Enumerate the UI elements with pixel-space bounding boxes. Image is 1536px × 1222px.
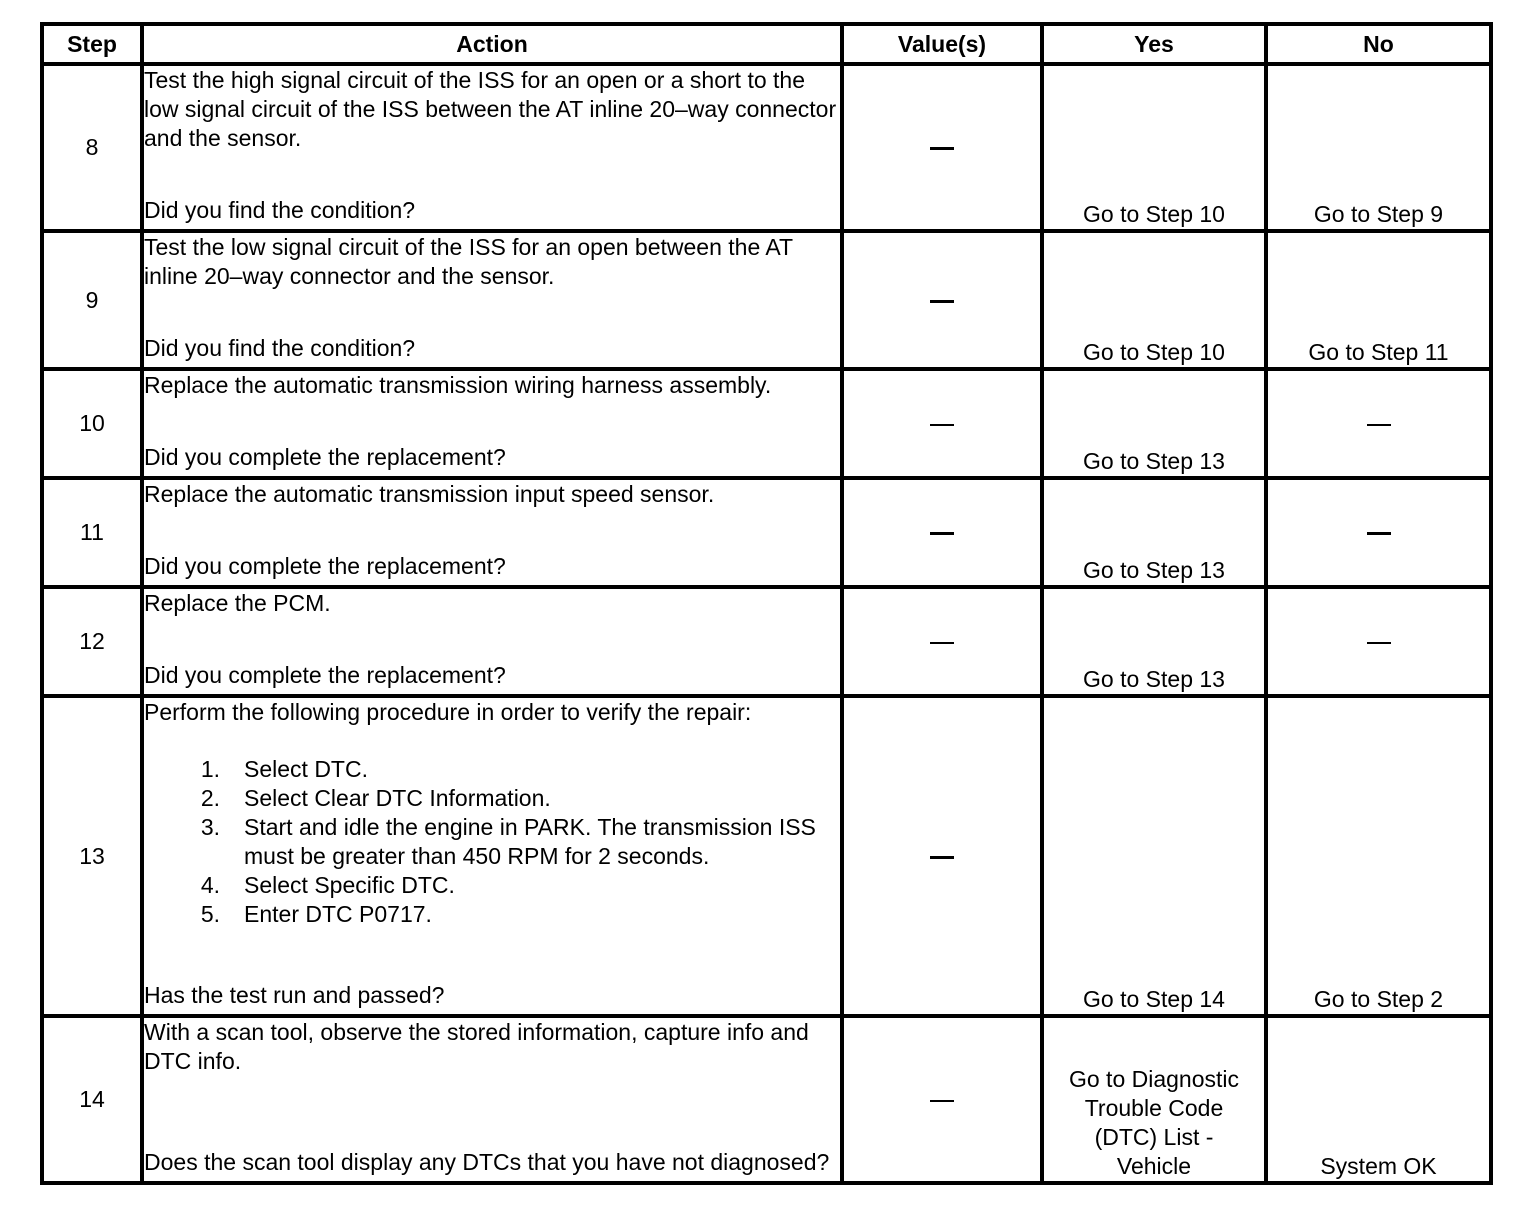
step-number: 14: [42, 1016, 142, 1183]
table-row: [42, 64, 1491, 231]
action-text: Perform the following procedure in order to verify the repair:: [144, 699, 752, 725]
yes-cell: Go to Step 10: [1042, 64, 1266, 231]
action-cell: [142, 1016, 842, 1183]
step-number: 8: [42, 64, 142, 231]
no-cell: Go to Step 11: [1266, 231, 1491, 369]
no-dash: [1367, 424, 1391, 426]
no-cell: [1266, 478, 1491, 587]
list-item: [144, 900, 840, 929]
action-question: Has the test run and passed?: [144, 982, 445, 1008]
no-cell: Go to Step 2: [1266, 696, 1491, 1016]
value-cell: [842, 696, 1042, 1016]
procedure-text: Start and idle the engine in PARK. The transmission ISS must be greater than 450 RPM for 2 seconds.: [244, 814, 816, 869]
action-question: Does the scan tool display any DTCs that you have not diagnosed?: [144, 1149, 830, 1175]
value-cell: [842, 64, 1042, 231]
no-cell: Go to Step 9: [1266, 64, 1491, 231]
table-row: [42, 587, 1491, 696]
yes-cell: Go to Step 13: [1042, 587, 1266, 696]
header-row: [42, 24, 1491, 64]
no-cell: [1266, 587, 1491, 696]
value-dash: [930, 1100, 954, 1102]
no-cell: System OK: [1266, 1016, 1491, 1183]
header-values: Value(s): [842, 24, 1042, 64]
action-text: Replace the PCM.: [144, 590, 331, 616]
list-item: [144, 755, 840, 784]
action-question: Did you find the condition?: [144, 197, 416, 223]
value-cell: [842, 231, 1042, 369]
procedure-text: Select DTC.: [244, 756, 368, 782]
value-cell: [842, 478, 1042, 587]
table-row: [42, 231, 1491, 369]
action-text: With a scan tool, observe the stored information, capture info and DTC info.: [144, 1019, 809, 1074]
value-dash: [930, 856, 954, 859]
value-cell: [842, 587, 1042, 696]
header-no: No: [1266, 24, 1491, 64]
table-row: [42, 478, 1491, 587]
procedure-number: 2.: [200, 785, 220, 811]
list-item: [144, 784, 840, 813]
yes-cell: Go to Step 13: [1042, 478, 1266, 587]
procedure-number: 5.: [200, 901, 220, 927]
yes-cell: Go to Step 10: [1042, 231, 1266, 369]
table-row: [42, 369, 1491, 478]
action-question: Did you complete the replacement?: [144, 553, 506, 579]
action-cell: [142, 231, 842, 369]
header-step: Step: [42, 24, 142, 64]
step-number: 9: [42, 231, 142, 369]
action-text: Replace the automatic transmission input speed sensor.: [144, 481, 715, 507]
action-question: Did you find the condition?: [144, 335, 416, 361]
value-dash: [930, 424, 954, 426]
table-row: [42, 696, 1491, 1016]
header-action: Action: [142, 24, 842, 64]
procedure-text: Enter DTC P0717.: [244, 901, 432, 927]
yes-cell: Go to Step 14: [1042, 696, 1266, 1016]
procedure-text: Select Specific DTC.: [244, 872, 455, 898]
list-item: [144, 871, 840, 900]
action-cell: [142, 478, 842, 587]
action-intro: [144, 698, 840, 957]
action-question: Did you complete the replacement?: [144, 662, 506, 688]
value-dash: [930, 532, 954, 535]
table-row: [42, 1016, 1491, 1183]
step-number: 13: [42, 696, 142, 1016]
value-cell: [842, 369, 1042, 478]
list-item: [144, 813, 840, 871]
diagnostic-table: [40, 22, 1493, 1185]
procedure-number: 3.: [200, 814, 220, 840]
action-cell: [142, 587, 842, 696]
action-cell: [142, 369, 842, 478]
no-dash: [1367, 642, 1391, 644]
step-number: 10: [42, 369, 142, 478]
value-dash: [930, 147, 954, 150]
action-cell: [142, 696, 842, 1016]
action-text: Replace the automatic transmission wiring harness assembly.: [144, 372, 772, 398]
action-text: Test the high signal circuit of the ISS for an open or a short to the low signal circuit of the ISS between the AT inline 20–way connector and the sensor.: [144, 67, 837, 151]
yes-cell: Go to Diagnostic Trouble Code (DTC) List - Vehicle: [1042, 1016, 1266, 1183]
procedure-number: 4.: [200, 872, 220, 898]
procedure-list: [144, 755, 840, 929]
no-dash: [1367, 532, 1391, 535]
value-cell: [842, 1016, 1042, 1183]
procedure-text: Select Clear DTC Information.: [244, 785, 551, 811]
procedure-number: 1.: [200, 756, 220, 782]
action-text: Test the low signal circuit of the ISS for an open between the AT inline 20–way connector and the sensor.: [144, 234, 793, 289]
action-question: Did you complete the replacement?: [144, 444, 506, 470]
yes-cell: Go to Step 13: [1042, 369, 1266, 478]
action-cell: [142, 64, 842, 231]
step-number: 12: [42, 587, 142, 696]
value-dash: [930, 642, 954, 644]
step-number: 11: [42, 478, 142, 587]
no-cell: [1266, 369, 1491, 478]
value-dash: [930, 300, 954, 303]
header-yes: Yes: [1042, 24, 1266, 64]
